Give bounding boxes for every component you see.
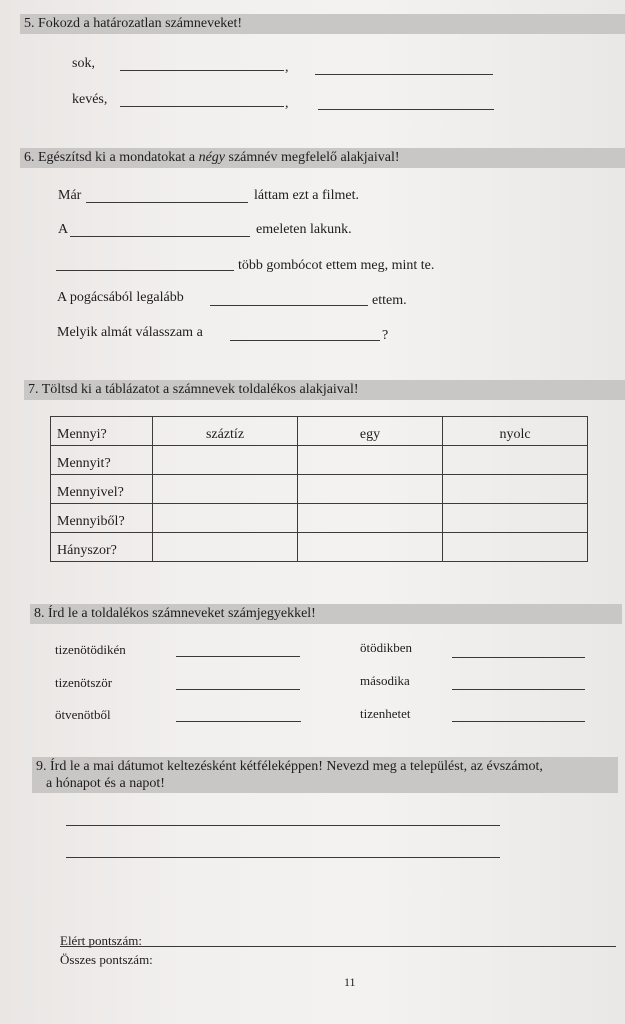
numeral-word: ötödikben: [360, 640, 412, 655]
exercise-7-title: 7. Töltsd ki a táblázatot a számnevek toldalékos alakjaival!: [24, 380, 625, 400]
answer-cell[interactable]: [153, 504, 298, 533]
answer-blank[interactable]: [318, 109, 494, 110]
answer-blank[interactable]: [176, 689, 300, 690]
total-score-label: Összes pontszám:: [60, 952, 153, 967]
table-header-cell: nyolc: [443, 417, 588, 446]
title-emphasis: négy: [198, 150, 226, 165]
answer-cell[interactable]: [443, 446, 588, 475]
answer-blank[interactable]: [452, 689, 585, 690]
answer-cell[interactable]: [153, 475, 298, 504]
sentence-1-start: Már: [58, 188, 82, 203]
answer-cell[interactable]: [443, 475, 588, 504]
answer-cell[interactable]: [298, 446, 443, 475]
table-header-cell: száztíz: [153, 417, 298, 446]
answer-table: [50, 416, 588, 562]
sentence-2-start: A: [58, 222, 69, 237]
exercise-9-title: [32, 757, 618, 793]
title-line: a hónapot és a napot!: [46, 776, 165, 791]
table-header-cell: Mennyi?: [51, 417, 153, 446]
answer-blank[interactable]: [120, 106, 284, 107]
answer-blank[interactable]: [315, 74, 493, 75]
table-row: [51, 504, 588, 533]
answer-blank[interactable]: [230, 340, 380, 341]
table-header-cell: egy: [298, 417, 443, 446]
row-label: Mennyivel?: [51, 475, 153, 504]
answer-blank[interactable]: [120, 70, 284, 71]
numeral-word: tizenötször: [55, 675, 113, 690]
table-row: [51, 475, 588, 504]
row-label: Mennyiből?: [51, 504, 153, 533]
sentence-1-end: láttam ezt a filmet.: [254, 188, 359, 203]
answer-blank[interactable]: [452, 657, 585, 658]
page-number: 11: [344, 975, 356, 989]
comma: ,: [285, 60, 289, 75]
answer-blank[interactable]: [56, 270, 234, 271]
answer-cell[interactable]: [443, 504, 588, 533]
row-label: Hányszor?: [51, 533, 153, 562]
answer-line[interactable]: [66, 825, 500, 826]
title-line: 9. Írd le a mai dátumot keltezésként kétféleképpen! Nevezd meg a települést, az évszámot,: [36, 759, 543, 774]
sentence-5-start: Melyik almát válasszam a: [57, 325, 203, 340]
answer-cell[interactable]: [153, 446, 298, 475]
sentence-4-start: A pogácsából legalább: [57, 290, 184, 305]
numeral-word: tizenötödikén: [55, 642, 126, 657]
numeral-word: ötvenötből: [55, 707, 111, 722]
score-line[interactable]: [60, 946, 616, 947]
answer-blank[interactable]: [176, 721, 301, 722]
exercise-6-title: [20, 148, 625, 168]
sentence-5-end: ?: [382, 328, 389, 343]
word-keves: kevés,: [72, 92, 108, 107]
answer-blank[interactable]: [176, 656, 300, 657]
answer-blank[interactable]: [70, 236, 250, 237]
comma: ,: [285, 96, 289, 111]
answer-cell[interactable]: [298, 504, 443, 533]
row-label: Mennyit?: [51, 446, 153, 475]
exercise-5-title: 5. Fokozd a határozatlan számneveket!: [20, 14, 625, 34]
sentence-2-end: emeleten lakunk.: [256, 222, 352, 237]
answer-cell[interactable]: [153, 533, 298, 562]
table-header-row: [51, 417, 588, 446]
answer-blank[interactable]: [210, 305, 368, 306]
numeral-word: másodika: [360, 673, 410, 688]
answer-cell[interactable]: [298, 533, 443, 562]
title-part: számnév megfelelő alakjaival!: [225, 150, 400, 165]
score-label: Elért pontszám:: [60, 933, 142, 948]
sentence-3-end: több gombócot ettem meg, mint te.: [238, 258, 435, 273]
numeral-word: tizenhetet: [360, 706, 411, 721]
answer-cell[interactable]: [443, 533, 588, 562]
answer-cell[interactable]: [298, 475, 443, 504]
table-row: [51, 446, 588, 475]
answer-line[interactable]: [66, 857, 500, 858]
exercise-8-title: 8. Írd le a toldalékos számneveket számjegyekkel!: [30, 604, 622, 624]
title-part: 6. Egészítsd ki a mondatokat a: [24, 150, 199, 165]
answer-blank[interactable]: [86, 202, 248, 203]
word-sok: sok,: [72, 56, 95, 71]
sentence-4-end: ettem.: [372, 293, 407, 308]
table-row: [51, 533, 588, 562]
answer-blank[interactable]: [452, 721, 585, 722]
